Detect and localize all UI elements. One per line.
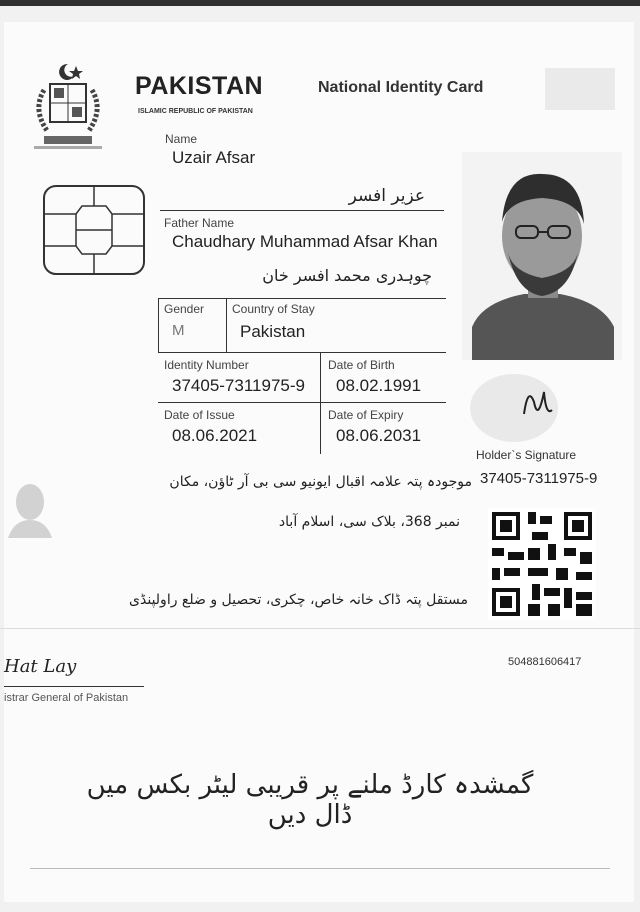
ghost-photo xyxy=(6,478,54,538)
registrar-line xyxy=(4,686,144,687)
identity-number-label: Identity Number xyxy=(164,358,249,372)
present-address-line2: نمبر 368، بلاک سی، اسلام آباد xyxy=(278,514,460,530)
registrar-signature: Hat Lay xyxy=(4,656,77,677)
lost-card-note: گمشدہ کارڈ ملنے پر قریبی لیٹر بکس میں ڈال دیں xyxy=(86,770,534,830)
serial-number: 504881606417 xyxy=(508,656,582,668)
father-name-urdu: چوہدری محمد افسر خان xyxy=(262,266,432,285)
country-value: Pakistan xyxy=(240,322,306,341)
back-identity-number: 37405-7311975-9 xyxy=(480,470,598,487)
dob-value: 08.02.1991 xyxy=(336,376,422,395)
issue-date-label: Date of Issue xyxy=(164,408,235,422)
card-country: PAKISTAN xyxy=(135,72,264,100)
father-name: Chaudhary Muhammad Afsar Khan xyxy=(172,232,438,251)
grid-line xyxy=(158,352,446,353)
identity-number: 37405-7311975-9 xyxy=(172,376,305,395)
gender-value: M xyxy=(172,322,185,339)
name-label: Name xyxy=(165,132,198,146)
holder-photo xyxy=(462,152,622,360)
top-bar xyxy=(0,0,640,6)
present-address-line1: موجودہ پتہ علامہ اقبال ایونیو سی بی آر ٹاؤن، مکان xyxy=(169,474,472,490)
grid-line xyxy=(158,402,446,403)
grid-line xyxy=(226,298,227,352)
registrar-title: istrar General of Pakistan xyxy=(4,692,129,704)
divider xyxy=(160,210,444,211)
card-edge xyxy=(0,628,640,629)
gender-label: Gender xyxy=(164,302,205,316)
father-name-label: Father Name xyxy=(164,216,235,230)
smart-chip-icon xyxy=(42,184,146,276)
grid-line xyxy=(158,298,446,299)
issue-date: 08.06.2021 xyxy=(172,426,258,445)
signature-label: Holder`s Signature xyxy=(476,448,577,462)
bottom-line xyxy=(30,868,610,869)
card-subtitle: ISLAMIC REPUBLIC OF PAKISTAN xyxy=(138,108,253,115)
qr-code-icon xyxy=(488,508,596,620)
card-title: National Identity Card xyxy=(318,79,484,96)
holder-name-urdu: عزیر افسر xyxy=(348,186,425,206)
country-label: Country of Stay xyxy=(232,302,315,316)
grid-line xyxy=(158,298,159,352)
state-emblem-icon xyxy=(24,60,112,156)
hologram-mark xyxy=(545,68,615,110)
expiry-date: 08.06.2031 xyxy=(336,426,422,445)
permanent-address: مستقل پتہ ڈاک خانہ خاص، چکری، تحصیل و ضلع راولپنڈی xyxy=(129,592,468,608)
holder-name: Uzair Afsar xyxy=(172,148,256,167)
holder-signature xyxy=(470,372,620,444)
expiry-date-label: Date of Expiry xyxy=(328,408,404,422)
dob-label: Date of Birth xyxy=(328,358,395,372)
grid-line xyxy=(320,352,321,454)
